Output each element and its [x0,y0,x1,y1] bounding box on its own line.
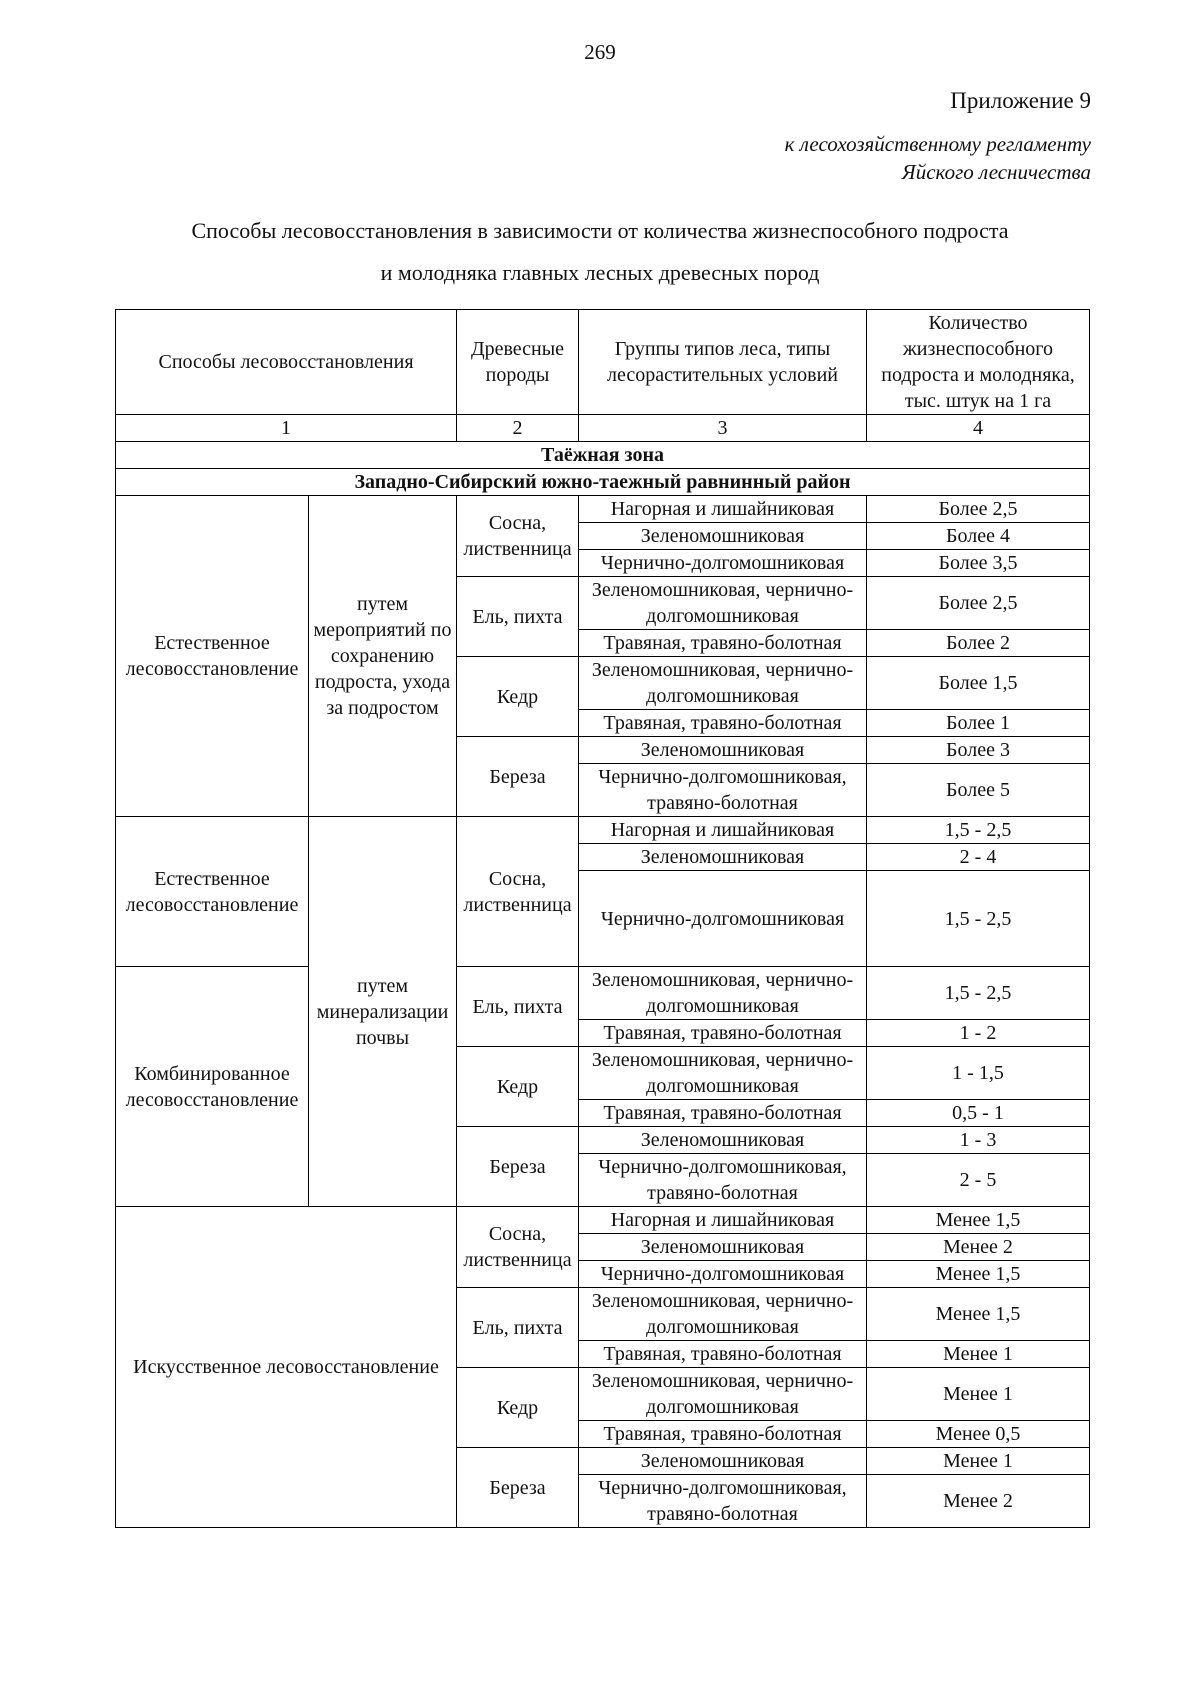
document-title-line-1: Способы лесовосстановления в зависимости от количества жизнеспособного подроста [191,218,1009,243]
forest-type: Чернично-долгомошниковая [579,1261,867,1288]
quantity-value: 1 - 1,5 [867,1047,1090,1100]
species-cedar: Кедр [457,1047,579,1127]
quantity-value: Более 4 [867,523,1090,550]
species-cedar: Кедр [457,1368,579,1448]
quantity-value: Более 2,5 [867,577,1090,630]
method-natural-1: Естественное лесовосстановление [116,496,309,817]
forest-type: Чернично-долгомошниковая [579,550,867,577]
page-number: 269 [584,40,616,64]
quantity-value: Менее 1,5 [867,1207,1090,1234]
regulation-line-2: Яйского лесничества [901,160,1091,184]
regulation-line-1: к лесохозяйственному регламенту [784,132,1091,156]
forest-type: Травяная, травяно-болотная [579,1100,867,1127]
forest-type: Травяная, травяно-болотная [579,1020,867,1047]
quantity-value: Менее 1 [867,1341,1090,1368]
forest-type: Травяная, травяно-болотная [579,1341,867,1368]
forest-type: Зеленомошниковая [579,737,867,764]
forest-type: Зеленомошниковая, чернично-долгомошниковая [579,1288,867,1341]
header-quantity: Количество жизнеспособного подроста и молодняка, тыс. штук на 1 га [867,310,1090,415]
forest-type: Чернично-долгомошниковая [579,871,867,967]
measure-preservation: путем мероприятий по сохранению подроста, ухода за подростом [309,496,457,817]
species-birch: Береза [457,1448,579,1528]
forest-type: Зеленомошниковая, чернично-долгомошниковая [579,657,867,710]
quantity-value: Более 3 [867,737,1090,764]
method-artificial: Искусственное лесовосстановление [116,1207,457,1528]
quantity-value: 1,5 - 2,5 [867,871,1090,967]
forest-type: Нагорная и лишайниковая [579,1207,867,1234]
table-row [116,967,1090,1020]
region-row [116,469,1090,496]
species-pine-larch: Сосна, лиственница [457,1207,579,1288]
column-number-3: 3 [579,415,867,442]
species-spruce-fir: Ель, пихта [457,1288,579,1368]
forest-type: Чернично-долгомошниковая, травяно-болотная [579,1475,867,1528]
zone-title: Таёжная зона [116,442,1090,469]
forest-type: Травяная, травяно-болотная [579,630,867,657]
document-title [110,210,1090,294]
forest-type: Зеленомошниковая [579,523,867,550]
method-natural-2: Естественное лесовосстановление [116,817,309,967]
quantity-value: Менее 1,5 [867,1261,1090,1288]
quantity-value: 1 - 3 [867,1127,1090,1154]
measure-mineralization: путем минерализации почвы [309,817,457,1207]
species-cedar: Кедр [457,657,579,737]
header-methods: Способы лесовосстановления [116,310,457,415]
forest-type: Зеленомошниковая [579,1234,867,1261]
column-number-row [116,415,1090,442]
column-number-4: 4 [867,415,1090,442]
forest-type: Нагорная и лишайниковая [579,817,867,844]
quantity-value: Более 1 [867,710,1090,737]
column-number-2: 2 [457,415,579,442]
table-row [116,496,1090,523]
header-forest-types: Группы типов леса, типы лесорастительных условий [579,310,867,415]
quantity-value: Более 5 [867,764,1090,817]
species-spruce-fir: Ель, пихта [457,577,579,657]
forest-type: Зеленомошниковая [579,844,867,871]
table-header-row [116,310,1090,415]
quantity-value: 1,5 - 2,5 [867,967,1090,1020]
forest-type: Нагорная и лишайниковая [579,496,867,523]
column-number-1: 1 [116,415,457,442]
zone-row [116,442,1090,469]
species-birch: Береза [457,737,579,817]
document-title-line-2: и молодняка главных лесных древесных пород [380,260,820,285]
forest-type: Чернично-долгомошниковая, травяно-болотная [579,764,867,817]
forest-type: Зеленомошниковая, чернично-долгомошниковая [579,967,867,1020]
quantity-value: Более 2 [867,630,1090,657]
forest-type: Зеленомошниковая [579,1448,867,1475]
species-pine-larch: Сосна, лиственница [457,817,579,967]
species-spruce-fir: Ель, пихта [457,967,579,1047]
quantity-value: 2 - 5 [867,1154,1090,1207]
method-combined: Комбинированное лесовосстановление [116,967,309,1207]
quantity-value: Более 2,5 [867,496,1090,523]
forest-type: Зеленомошниковая, чернично-долгомошниковая [579,577,867,630]
quantity-value: 2 - 4 [867,844,1090,871]
quantity-value: Менее 2 [867,1475,1090,1528]
regulation-reference [785,130,1091,186]
quantity-value: Более 1,5 [867,657,1090,710]
quantity-value: Менее 1 [867,1368,1090,1421]
forest-type: Зеленомошниковая, чернично-долгомошниковая [579,1368,867,1421]
quantity-value: Менее 0,5 [867,1421,1090,1448]
forest-type: Травяная, травяно-болотная [579,1421,867,1448]
quantity-value: 1 - 2 [867,1020,1090,1047]
table-row [116,817,1090,844]
quantity-value: Менее 2 [867,1234,1090,1261]
region-title: Западно-Сибирский южно-таежный равнинный район [116,469,1090,496]
quantity-value: Менее 1 [867,1448,1090,1475]
forest-type: Зеленомошниковая [579,1127,867,1154]
quantity-value: Менее 1,5 [867,1288,1090,1341]
table-row [116,1207,1090,1234]
forest-type: Травяная, травяно-болотная [579,710,867,737]
quantity-value: 1,5 - 2,5 [867,817,1090,844]
species-birch: Береза [457,1127,579,1207]
quantity-value: 0,5 - 1 [867,1100,1090,1127]
forest-type: Зеленомошниковая, чернично-долгомошниковая [579,1047,867,1100]
reforestation-table [115,309,1090,1528]
appendix-label: Приложение 9 [950,88,1091,113]
quantity-value: Более 3,5 [867,550,1090,577]
species-pine-larch: Сосна, лиственница [457,496,579,577]
forest-type: Чернично-долгомошниковая, травяно-болотная [579,1154,867,1207]
header-species: Древесные породы [457,310,579,415]
